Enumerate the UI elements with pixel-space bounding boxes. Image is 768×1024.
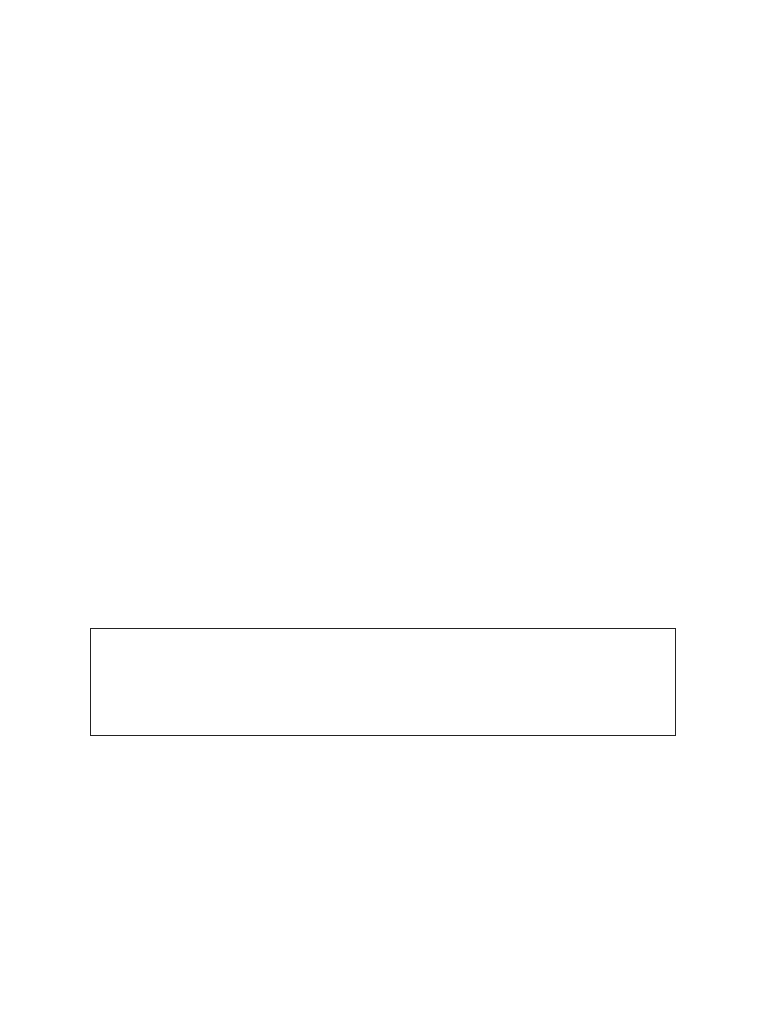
subsection-heading [113,794,137,814]
homework-box [90,628,676,736]
definition-list [113,814,677,818]
